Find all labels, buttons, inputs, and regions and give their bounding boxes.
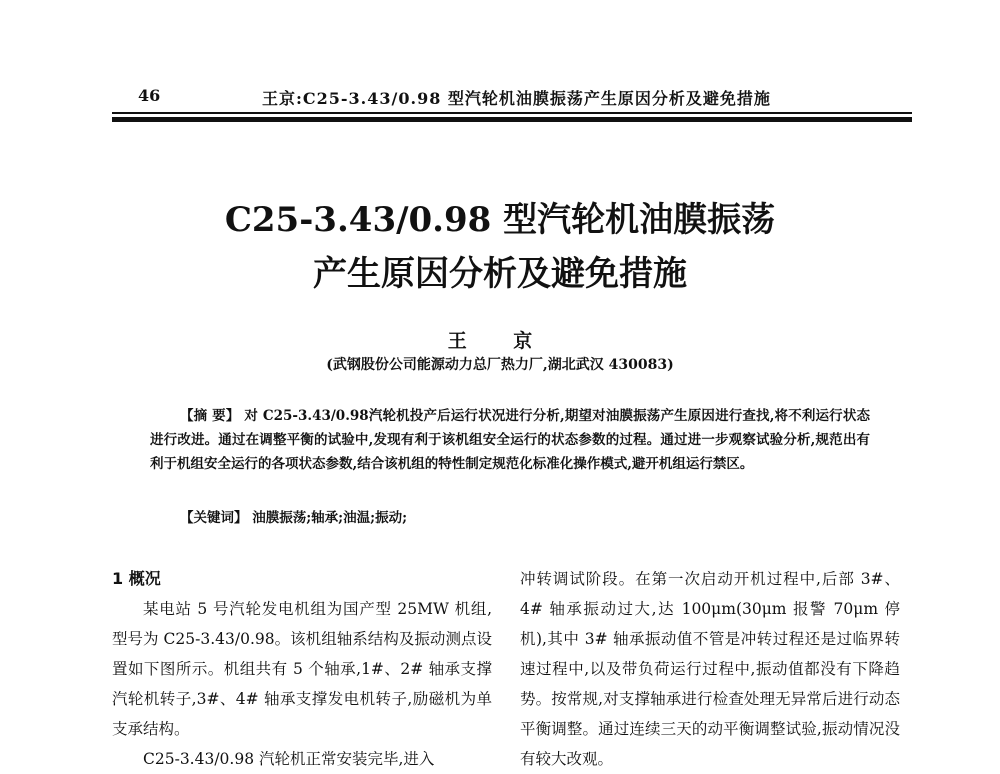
body-left-column xyxy=(112,564,492,774)
header-rule-thin xyxy=(112,112,912,114)
page-number: 46 xyxy=(138,86,161,105)
keywords xyxy=(180,506,407,526)
running-title: 王京:C25-3.43/0.98 型汽轮机油膜振荡产生原因分析及避免措施 xyxy=(262,89,771,108)
body-right-column xyxy=(520,564,900,774)
keywords-text: 油膜振荡;轴承;油温;振动; xyxy=(252,510,408,526)
body-paragraph-3: 冲转调试阶段。在第一次启动开机过程中,后部 3#、4# 轴承振动过大,达 100μm(30μm 报警 70μm 停机),其中 3# 轴承振动值不管是冲转过程还是过临界转速过程中,以及带负荷运行过程中,振动值都没有下降趋势。按常规,对支撑轴承进行检查处理无异常后进行动态平衡调整。通过连续三天的动平衡调整试验,振动情况没有较大改观。 xyxy=(520,570,900,768)
author-name: 王 京 xyxy=(447,330,553,352)
paper-title-line-1: C25-3.43/0.98 型汽轮机油膜振荡 xyxy=(224,200,776,240)
running-header xyxy=(112,82,912,112)
author-affiliation: (武钢股份公司能源动力总厂热力厂,湖北武汉 430083) xyxy=(326,357,674,373)
section-1-title: 1 概况 xyxy=(112,569,161,588)
abstract-label: 【摘 要】 xyxy=(180,408,240,424)
abstract xyxy=(150,404,870,476)
abstract-text: 对 C25-3.43/0.98汽轮机投产后运行状况进行分析,期望对油膜振荡产生原因进行查找,将不利运行状态进行改进。通过在调整平衡的试验中,发现有利于该机组安全运行的状态参数的过程。通过进一步观察试验分析,规范出有利于机组安全运行的各项状态参数,结合该机组的特性制定规范化标准化操作模式,避开机组运行禁区。 xyxy=(150,408,870,472)
body-paragraph-1: 某电站 5 号汽轮发电机组为国产型 25MW 机组,型号为 C25-3.43/0.98。该机组轴系结构及振动测点设置如下图所示。机组共有 5 个轴承,1#、2# 轴承支撑汽轮机转子,3#、4# 轴承支撑发电机转子,励磁机为单支承结构。 xyxy=(112,600,492,738)
body-paragraph-2: C25-3.43/0.98 汽轮机正常安装完毕,进入 xyxy=(143,750,435,768)
keywords-label: 【关键词】 xyxy=(180,510,248,526)
paper-title-line-2: 产生原因分析及避免措施 xyxy=(313,254,687,294)
header-rule-thick xyxy=(112,117,912,122)
